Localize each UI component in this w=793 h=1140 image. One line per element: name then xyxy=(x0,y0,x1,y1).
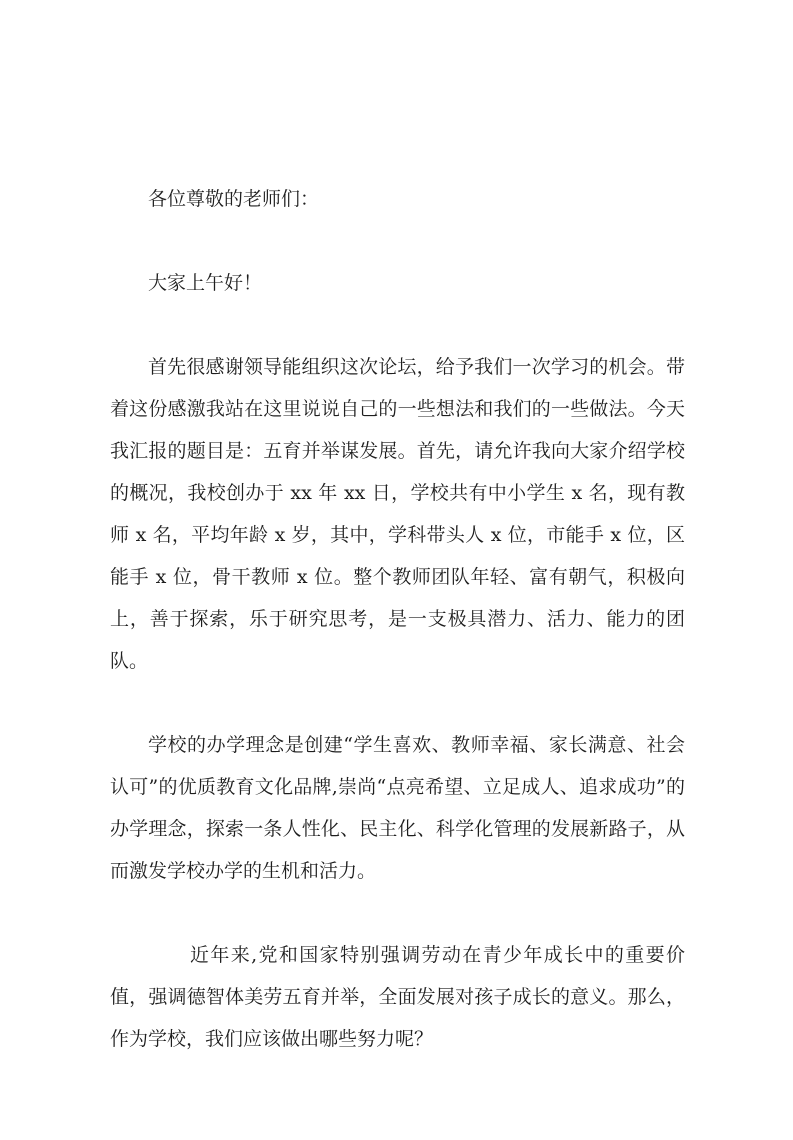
paragraph: 学校的办学理念是创建“学生喜欢、教师幸福、家长满意、社会认可”的优质教育文化品牌,崇尚“点亮希望、立足成人、追求成功”的办学理念，探索一条人性化、民主化、科学化管理的发展新路子，从而激发学校办学的生机和活力。 xyxy=(110,734,685,882)
paragraph: 各位尊敬的老师们： xyxy=(148,188,320,210)
paragraph: 首先很感谢领导能组织这次论坛，给予我们一次学习的机会。带着这份感激我站在这里说说自己的一些想法和我们的一些做法。今天我汇报的题目是：五育并举谋发展。首先，请允许我向大家介绍学校的概况，我校创办于 xx 年 xx 日，学校共有中小学生 x 名，现有教师 x 名，平均年龄 x 岁，其中，学科带头人 x 位，市能手 x 位，区能手 x 位，骨干教师 x 位。整个教师团队年轻、富有朝气，积极向上，善于探索，乐于研究思考，是一支极具潜力、活力、能力的团队。 xyxy=(110,356,685,672)
document-body xyxy=(110,178,685,1060)
paragraph: 近年来,党和国家特别强调劳动在青少年成长中的重要价值，强调德智体美劳五育并举，全面发展对孩子成长的意义。那么，作为学校，我们应该做出哪些努力呢？ xyxy=(110,944,685,1050)
paragraph: 大家上午好！ xyxy=(148,272,263,294)
